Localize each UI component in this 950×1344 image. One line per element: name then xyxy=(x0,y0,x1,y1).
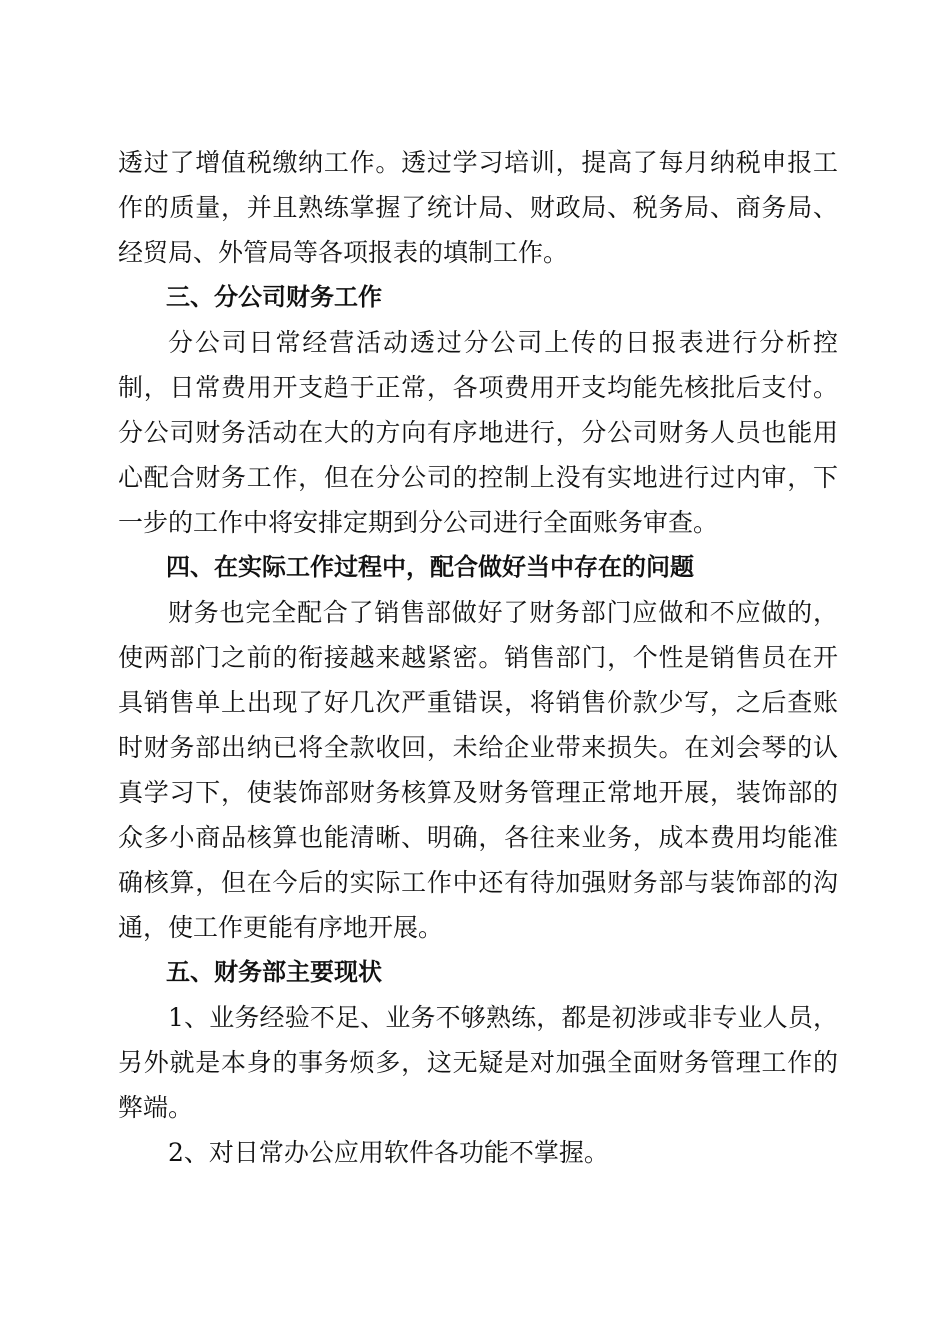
paragraph-status-item-2: 2、对日常办公应用软件各功能不掌握。 xyxy=(168,1138,609,1167)
document-body xyxy=(118,140,838,1175)
paragraph-branch-finance: 分公司日常经营活动透过分公司上传的日报表进行分析控制，日常费用开支趋于正常，各项费用开支均能先核批后支付。分公司财务活动在大的方向有序地进行，分公司财务人员也能用心配合财务工作，但在分公司的控制上没有实地进行过内审，下一步的工作中将安排定期到分公司进行全面账务审查。 xyxy=(118,328,838,537)
section-heading-finance-status: 五、财务部主要现状 xyxy=(166,958,382,986)
paragraph-cooperation-issues: 财务也完全配合了销售部做好了财务部门应做和不应做的，使两部门之前的衔接越来越紧密。销售部门，个性是销售员在开具销售单上出现了好几次严重错误，将销售价款少写，之后查账时财务部出纳已将全款收回，未给企业带来损失。在刘会琴的认真学习下，使装饰部财务核算及财务管理正常地开展，装饰部的众多小商品核算也能清晰、明确，各往来业务，成本费用均能准确核算，但在今后的实际工作中还有待加强财务部与装饰部的沟通，使工作更能有序地开展。 xyxy=(118,598,838,942)
paragraph-tax-work: 透过了增值税缴纳工作。透过学习培训，提高了每月纳税申报工作的质量，并且熟练掌握了统计局、财政局、税务局、商务局、经贸局、外管局等各项报表的填制工作。 xyxy=(118,148,838,267)
section-heading-branch-finance: 三、分公司财务工作 xyxy=(166,283,382,311)
paragraph-status-item-1: 1、业务经验不足、业务不够熟练，都是初涉或非专业人员，另外就是本身的事务烦多，这无疑是对加强全面财务管理工作的弊端。 xyxy=(118,1003,838,1122)
section-heading-cooperation-issues: 四、在实际工作过程中，配合做好当中存在的问题 xyxy=(166,553,694,581)
